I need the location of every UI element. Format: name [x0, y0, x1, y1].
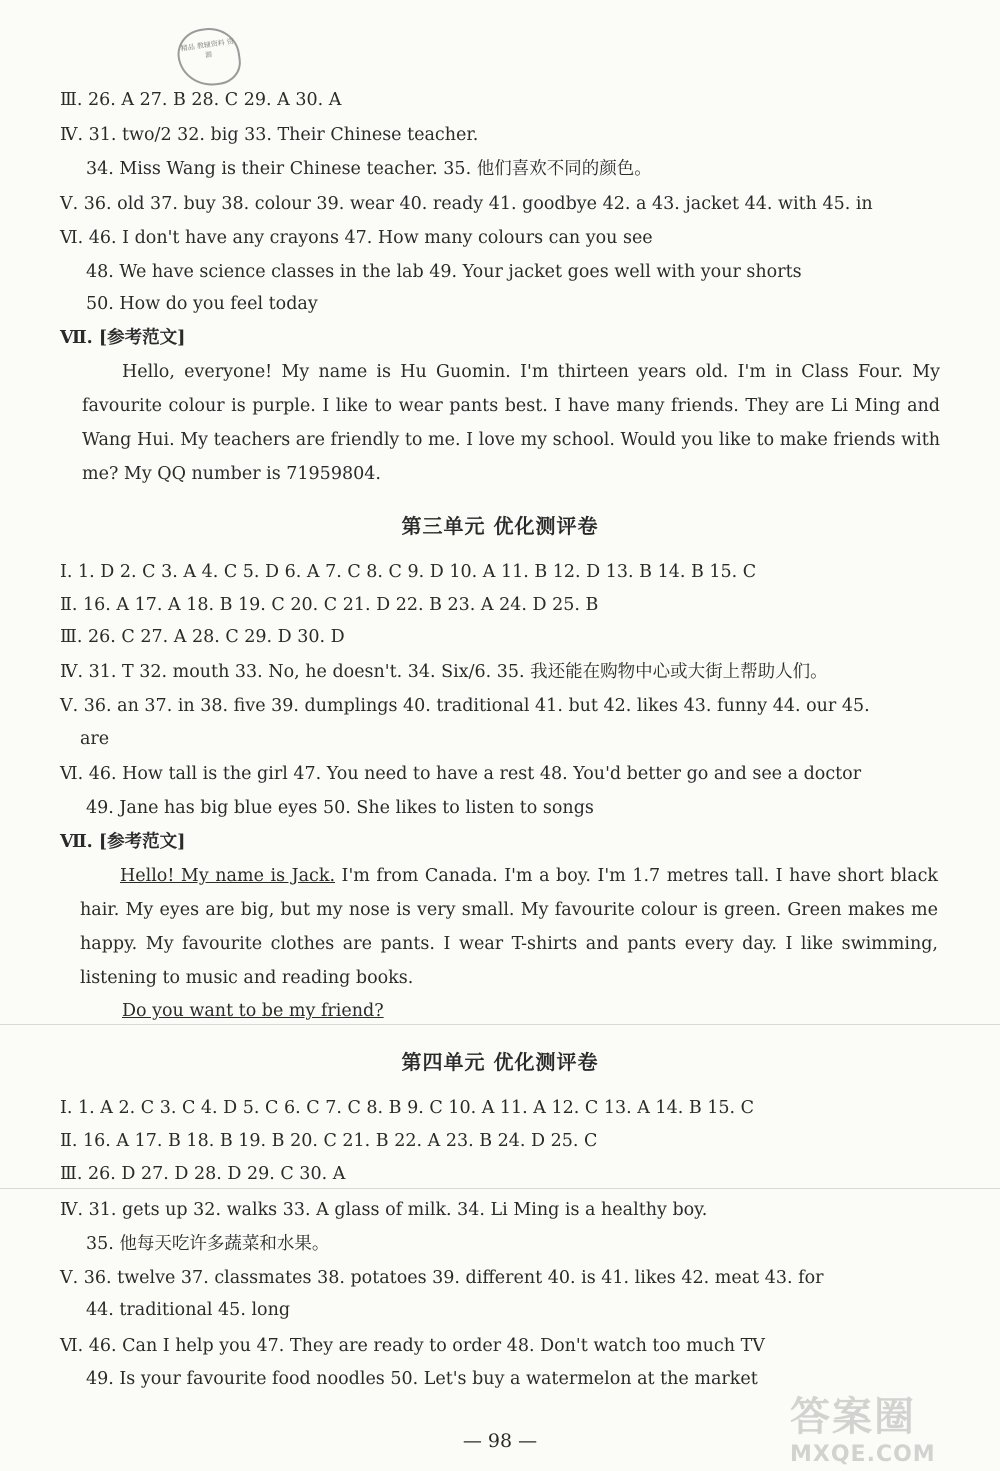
answer-line-sec1: Ⅰ. 1. D 2. C 3. A 4. C 5. D 6. A 7. C 8. C 9. D 10. A 11. B 12. D 13. B 14. B 15. C: [60, 562, 757, 582]
watermark-logo: [790, 1385, 990, 1465]
answer-line-sec3: Ⅲ. 26. A 27. B 28. C 29. A 30. A: [60, 90, 342, 110]
answer-line-sec3: Ⅲ. 26. D 27. D 28. D 29. C 30. A: [60, 1164, 346, 1184]
answer-line-sec6: Ⅵ. 46. I don't have any crayons 47. How many colours can you see: [60, 228, 653, 248]
answer-line-sec5: Ⅴ. 36. an 37. in 38. five 39. dumplings 40. traditional 41. but 42. likes 43. funny 44. our 45.: [60, 696, 870, 716]
answer-line-sec4-cont: 35. 他每天吃许多蔬菜和水果。: [86, 1234, 330, 1254]
answer-line-sec5: Ⅴ. 36. twelve 37. classmates 38. potatoes 39. different 40. is 41. likes 42. meat 43. for: [60, 1268, 824, 1288]
section-title-unit4: 第四单元 优化测评卷: [401, 1050, 599, 1074]
sample-essay-label: Ⅶ. [参考范文]: [60, 328, 186, 348]
answer-line-sec5: Ⅴ. 36. old 37. buy 38. colour 39. wear 40. ready 41. goodbye 42. a 43. jacket 44. with 45. in: [60, 194, 873, 214]
divider: [0, 1024, 1000, 1025]
answer-line-sec2: Ⅱ. 16. A 17. A 18. B 19. C 20. C 21. D 22. B 23. A 24. D 25. B: [60, 595, 599, 615]
answer-line-sec2: Ⅱ. 16. A 17. B 18. B 19. B 20. C 21. B 22. A 23. B 24. D 25. C: [60, 1131, 598, 1151]
answer-line-sec1: Ⅰ. 1. A 2. C 3. C 4. D 5. C 6. C 7. C 8. B 9. C 10. A 11. A 12. C 13. A 14. B 15. C: [60, 1098, 755, 1118]
section-title-unit3: 第三单元 优化测评卷: [401, 514, 599, 538]
answer-line-sec4: Ⅳ. 31. T 32. mouth 33. No, he doesn't. 34. Six/6. 35. 我还能在购物中心或大街上帮助人们。: [60, 662, 828, 682]
answer-line-sec6: Ⅵ. 46. How tall is the girl 47. You need to have a rest 48. You'd better go and see a doctor: [60, 764, 862, 784]
answer-line-sec3: Ⅲ. 26. C 27. A 28. C 29. D 30. D: [60, 627, 345, 647]
answer-line-sec5-cont: 44. traditional 45. long: [86, 1300, 291, 1320]
answer-line-sec4-cont: 34. Miss Wang is their Chinese teacher. 35. 他们喜欢不同的颜色。: [86, 159, 652, 179]
answer-line-sec4: Ⅳ. 31. gets up 32. walks 33. A glass of milk. 34. Li Ming is a healthy boy.: [60, 1200, 708, 1220]
answer-line-sec6: Ⅵ. 46. Can I help you 47. They are ready to order 48. Don't watch too much TV: [60, 1336, 765, 1356]
stamp-seal: 精品 教辅资料 资源: [174, 24, 243, 90]
page-number: — 98 —: [462, 1430, 538, 1452]
answer-line-sec6-cont2: 50. How do you feel today: [86, 294, 318, 314]
answer-line-sec6-cont: 49. Jane has big blue eyes 50. She likes to listen to songs: [86, 798, 594, 818]
sample-essay-label: Ⅶ. [参考范文]: [60, 832, 186, 852]
sample-essay: Hello, everyone! My name is Hu Guomin. I'm thirteen years old. I'm in Class Four. My favourite colour is purple. I like to wear pants best. I have many friends. They are Li Ming and Wang Hui. My teachers are friendly to me. I love my school. Would you like to make friends with me? My QQ number is 71959804.: [82, 362, 940, 484]
answer-line-sec6-cont: 48. We have science classes in the lab 49. Your jacket goes well with your shorts: [86, 262, 802, 282]
essay-opening: Hello! My name is Jack.: [120, 866, 336, 886]
sample-essay: [80, 859, 938, 995]
answer-line-sec5-cont: are: [80, 729, 110, 749]
answer-line-sec4: Ⅳ. 31. two/2 32. big 33. Their Chinese teacher.: [60, 125, 479, 145]
essay-closing-line: [82, 994, 940, 1028]
essay-closing: Do you want to be my friend?: [122, 1001, 384, 1021]
divider: [0, 1188, 1000, 1189]
watermark-text: 答案圈: [790, 1394, 916, 1440]
answer-line-sec6-cont: 49. Is your favourite food noodles 50. Let's buy a watermelon at the market: [86, 1369, 758, 1389]
essay-body: I'm from Canada. I'm a boy. I'm 1.7 metres tall. I have short black hair. My eyes are big, but my nose is very small. My favourite colour is green. Green makes me happy. My favourite clothes are pants. I wear T-shirts and pants every day. I like swimming, listening to music and reading books.: [80, 866, 938, 988]
watermark-url: MXQE.COM: [790, 1442, 936, 1467]
